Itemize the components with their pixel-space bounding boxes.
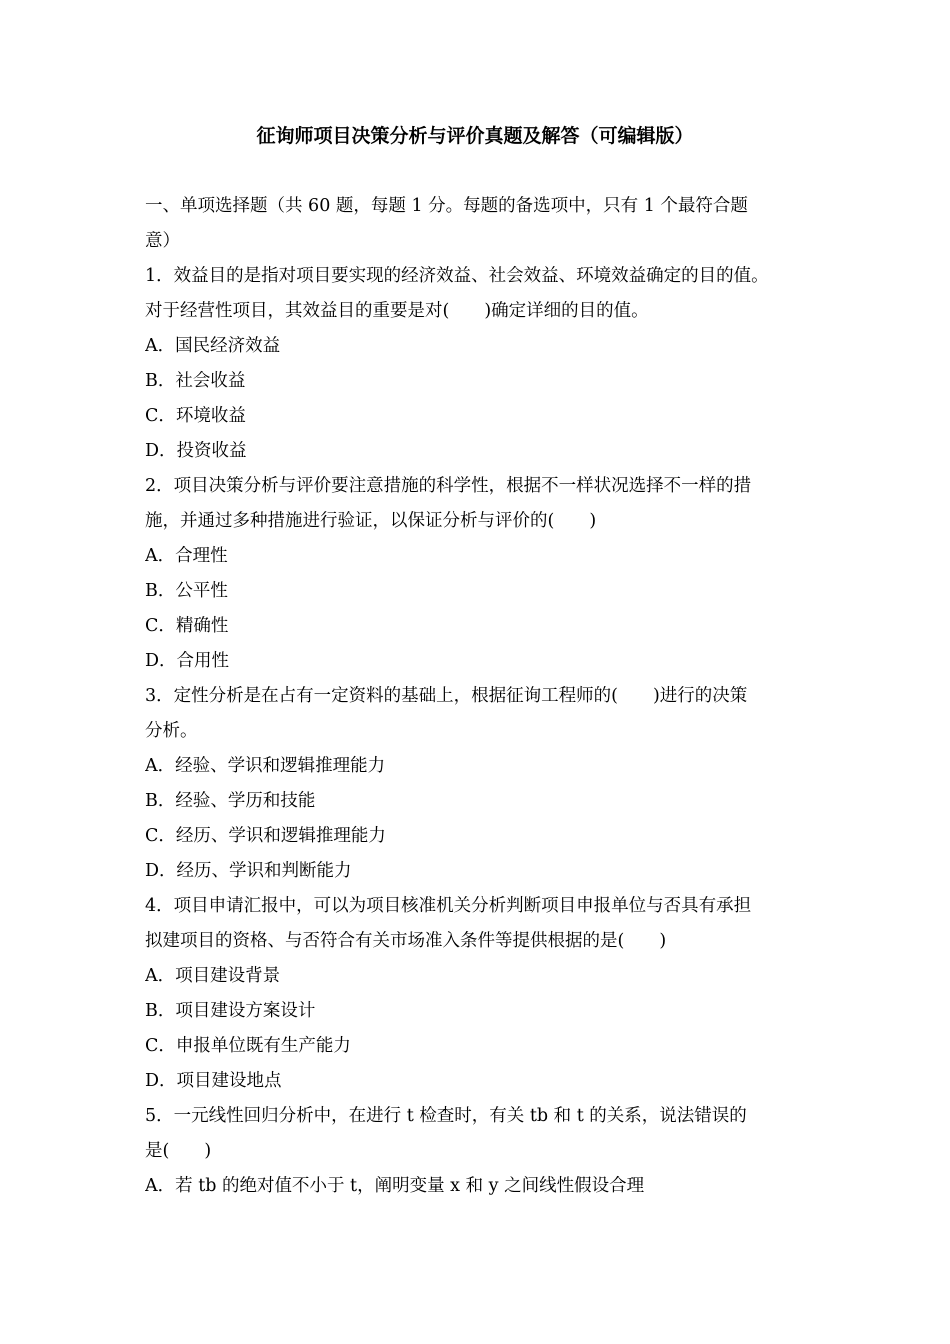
question-option-d: D．合用性 — [145, 651, 230, 671]
question-stem-line: 拟建项目的资格、与否符合有关市场准入条件等提供根据的是( ) — [145, 931, 667, 951]
question-option-a: A．国民经济效益 — [145, 336, 281, 356]
question-stem-line: 分析。 — [145, 721, 198, 741]
section-heading-line-1: 一、单项选择题（共 60 题，每题 1 分。每题的备选项中，只有 1 个最符合题 — [145, 196, 748, 216]
question-option-c: C．精确性 — [145, 616, 229, 636]
question-1 — [145, 259, 825, 469]
question-stem-line: 对于经营性项目，其效益目的重要是对( )确定详细的目的值。 — [145, 301, 649, 321]
question-4 — [145, 889, 825, 1099]
question-stem-line: 3．定性分析是在占有一定资料的基础上，根据征询工程师的( )进行的决策 — [145, 686, 748, 706]
question-option-d: D．项目建设地点 — [145, 1071, 282, 1091]
question-stem-line: 5．一元线性回归分析中，在进行 t 检查时，有关 tb 和 t 的关系，说法错误的 — [145, 1106, 747, 1126]
question-stem-line: 2．项目决策分析与评价要注意措施的科学性，根据不一样状况选择不一样的措 — [145, 476, 752, 496]
question-option-d: D．经历、学识和判断能力 — [145, 861, 352, 881]
question-stem-line: 是( ) — [145, 1141, 212, 1161]
section-heading-line-2: 意） — [145, 231, 180, 251]
question-option-c: C．经历、学识和逻辑推理能力 — [145, 826, 386, 846]
question-option-a: A．若 tb 的绝对值不小于 t，阐明变量 x 和 y 之间线性假设合理 — [145, 1176, 645, 1196]
question-stem-line: 1．效益目的是指对项目要实现的经济效益、社会效益、环境效益确定的目的值。 — [145, 266, 769, 286]
question-stem-line: 施，并通过多种措施进行验证，以保证分析与评价的( ) — [145, 511, 597, 531]
question-option-a: A．经验、学识和逻辑推理能力 — [145, 756, 386, 776]
question-option-b: B．社会收益 — [145, 371, 246, 391]
question-option-d: D．投资收益 — [145, 441, 247, 461]
question-option-a: A．项目建设背景 — [145, 966, 281, 986]
question-option-b: B．公平性 — [145, 581, 228, 601]
question-option-b: B．经验、学历和技能 — [145, 791, 316, 811]
document-title: 征询师项目决策分析与评价真题及解答（可编辑版） — [256, 125, 694, 147]
question-option-c: C．申报单位既有生产能力 — [145, 1036, 351, 1056]
question-5 — [145, 1099, 825, 1204]
document-body — [145, 189, 825, 1204]
question-2 — [145, 469, 825, 679]
question-option-a: A．合理性 — [145, 546, 228, 566]
question-option-b: B．项目建设方案设计 — [145, 1001, 316, 1021]
question-option-c: C．环境收益 — [145, 406, 246, 426]
question-stem-line: 4．项目申请汇报中，可以为项目核准机关分析判断项目申报单位与否具有承担 — [145, 896, 752, 916]
question-3 — [145, 679, 825, 889]
